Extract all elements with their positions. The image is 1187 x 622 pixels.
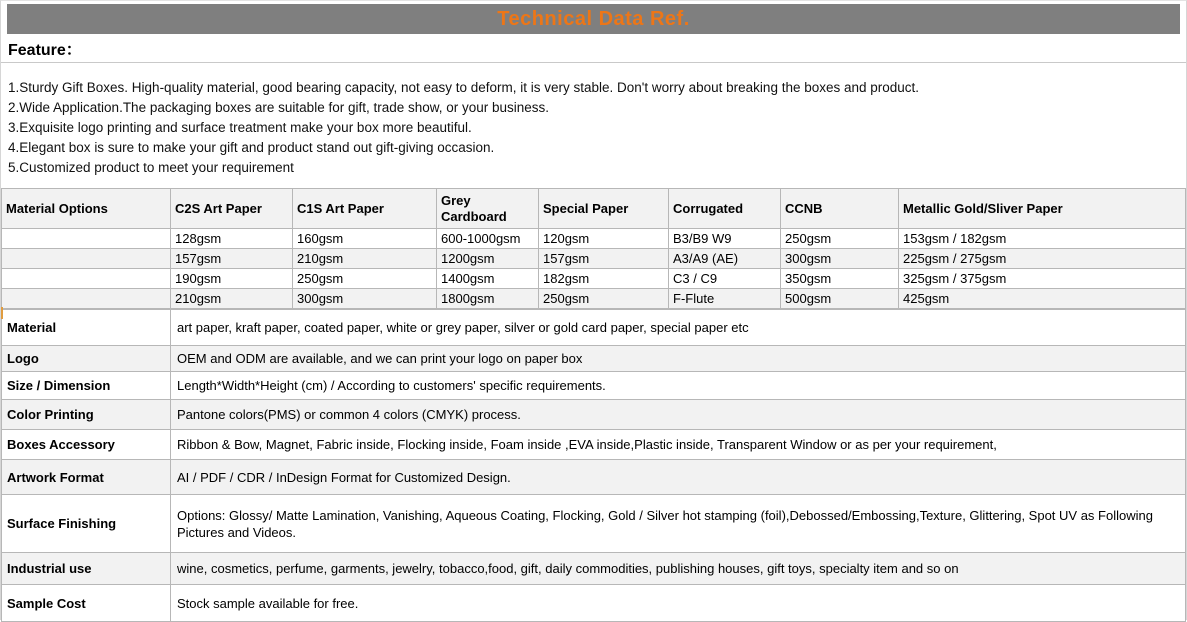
header-ccnb: CCNB — [781, 189, 899, 229]
spec-label: Boxes Accessory — [2, 430, 171, 460]
spec-label: Industrial use — [2, 553, 171, 585]
table-cell: F-Flute — [669, 289, 781, 309]
table-cell: 600-1000gsm — [437, 229, 539, 249]
table-cell: 182gsm — [539, 269, 669, 289]
header-material-options: Material Options — [2, 189, 171, 229]
table-cell: 160gsm — [293, 229, 437, 249]
spec-label: Artwork Format — [2, 460, 171, 495]
options-header-row — [2, 189, 1186, 229]
spec-label: Surface Finishing — [2, 495, 171, 553]
table-cell: 425gsm — [899, 289, 1186, 309]
spec-label: Size / Dimension — [2, 372, 171, 400]
table-cell: 325gsm / 375gsm — [899, 269, 1186, 289]
feature-item-1: 1.Sturdy Gift Boxes. High-quality material, good bearing capacity, not easy to deform, it is very stable. Don't worry about breaking the boxes and product. — [8, 80, 920, 95]
options-row-2 — [2, 249, 1186, 269]
spec-label: Logo — [2, 346, 171, 372]
header-c1s-art-paper: C1S Art Paper — [293, 189, 437, 229]
table-cell: 225gsm / 275gsm — [899, 249, 1186, 269]
material-options-table — [1, 188, 1186, 309]
feature-heading: Feature： — [8, 41, 82, 59]
table-cell: 250gsm — [293, 269, 437, 289]
spec-value: wine, cosmetics, perfume, garments, jewelry, tobacco,food, gift, daily commodities, publishing houses, gift toys, specialty item and so on — [171, 553, 1186, 585]
table-cell — [2, 229, 171, 249]
spec-value: Options: Glossy/ Matte Lamination, Vanishing, Aqueous Coating, Flocking, Gold / Silver hot stamping (foil),Debossed/Embossing,Texture, Glittering, Spot UV as Following Pictures and Videos. — [171, 495, 1186, 553]
table-cell: 210gsm — [293, 249, 437, 269]
table-cell: A3/A9 (AE) — [669, 249, 781, 269]
feature-item-3: 3.Exquisite logo printing and surface treatment make your box more beautiful. — [8, 120, 472, 135]
table-cell — [2, 289, 171, 309]
table-cell: 1400gsm — [437, 269, 539, 289]
table-cell: 157gsm — [171, 249, 293, 269]
spec-row-color-printing — [2, 400, 1186, 430]
feature-heading-band — [1, 34, 1186, 63]
spec-value: Length*Width*Height (cm) / According to customers' specific requirements. — [171, 372, 1186, 400]
spec-label: Sample Cost — [2, 585, 171, 622]
feature-item-2: 2.Wide Application.The packaging boxes are suitable for gift, trade show, or your business. — [8, 100, 550, 115]
table-cell: B3/B9 W9 — [669, 229, 781, 249]
table-cell — [2, 269, 171, 289]
spec-value: Ribbon & Bow, Magnet, Fabric inside, Flocking inside, Foam inside ,EVA inside,Plastic inside, Transparent Window or as per your requirement, — [171, 430, 1186, 460]
options-row-1 — [2, 229, 1186, 249]
header-corrugated: Corrugated — [669, 189, 781, 229]
table-cell: 250gsm — [781, 229, 899, 249]
spec-row-surface-finishing — [2, 495, 1186, 553]
options-row-4 — [2, 289, 1186, 309]
table-cell: 153gsm / 182gsm — [899, 229, 1186, 249]
spec-value: AI / PDF / CDR / InDesign Format for Customized Design. — [171, 460, 1186, 495]
table-cell: 300gsm — [781, 249, 899, 269]
table-cell: 190gsm — [171, 269, 293, 289]
header-special-paper: Special Paper — [539, 189, 669, 229]
table-cell: C3 / C9 — [669, 269, 781, 289]
spec-value: OEM and ODM are available, and we can print your logo on paper box — [171, 346, 1186, 372]
table-cell: 128gsm — [171, 229, 293, 249]
table-cell: 210gsm — [171, 289, 293, 309]
cell-anchor-mark — [1, 307, 3, 319]
table-cell: 500gsm — [781, 289, 899, 309]
feature-item-4: 4.Elegant box is sure to make your gift and product stand out gift-giving occasion. — [8, 140, 495, 155]
section-title-bar — [7, 4, 1180, 34]
spec-row-material — [2, 310, 1186, 346]
spec-row-industrial-use — [2, 553, 1186, 585]
spec-table — [1, 309, 1186, 622]
spec-row-size-dimension — [2, 372, 1186, 400]
table-cell: 250gsm — [539, 289, 669, 309]
spec-label: Color Printing — [2, 400, 171, 430]
spec-row-sample-cost — [2, 585, 1186, 622]
feature-list — [1, 63, 1186, 188]
table-cell: 120gsm — [539, 229, 669, 249]
table-cell — [2, 249, 171, 269]
table-cell: 1800gsm — [437, 289, 539, 309]
table-cell: 350gsm — [781, 269, 899, 289]
spec-label: Material — [2, 310, 171, 346]
options-row-3 — [2, 269, 1186, 289]
spec-value: art paper, kraft paper, coated paper, white or grey paper, silver or gold card paper, special paper etc — [171, 310, 1186, 346]
table-cell: 157gsm — [539, 249, 669, 269]
spec-row-boxes-accessory — [2, 430, 1186, 460]
page-title: Technical Data Ref. — [497, 7, 690, 30]
header-grey-cardboard: Grey Cardboard — [437, 189, 539, 229]
header-metallic-paper: Metallic Gold/Sliver Paper — [899, 189, 1186, 229]
feature-item-5: 5.Customized product to meet your requirement — [8, 160, 294, 175]
spec-row-logo — [2, 346, 1186, 372]
spec-row-artwork-format — [2, 460, 1186, 495]
spec-value: Pantone colors(PMS) or common 4 colors (CMYK) process. — [171, 400, 1186, 430]
table-cell: 300gsm — [293, 289, 437, 309]
table-cell: 1200gsm — [437, 249, 539, 269]
header-c2s-art-paper: C2S Art Paper — [171, 189, 293, 229]
spec-value: Stock sample available for free. — [171, 585, 1186, 622]
